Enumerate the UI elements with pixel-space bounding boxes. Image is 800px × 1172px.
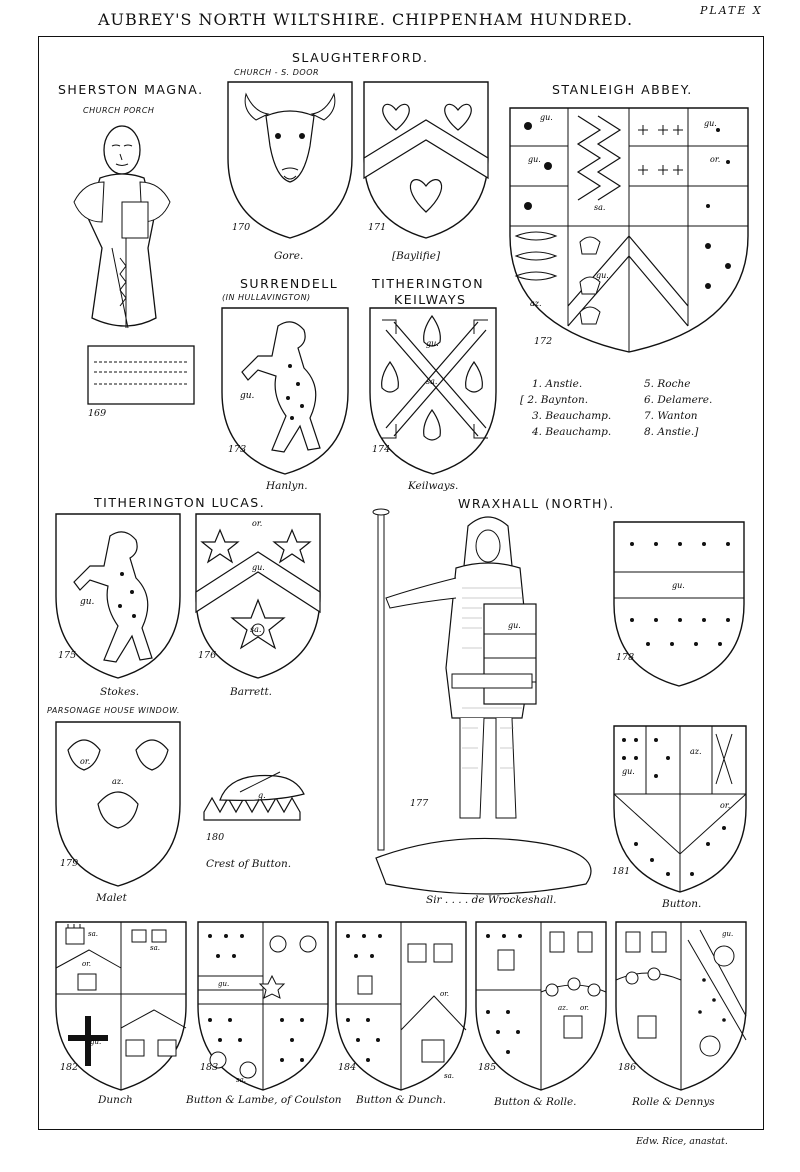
tincture-gu-173: gu. [240, 391, 255, 401]
figure-number-178: 178 [616, 652, 635, 663]
tincture-gu-172a: gu. [540, 113, 553, 122]
caption-crest-button: Crest of Button. [206, 858, 292, 870]
caption-rolle-dennys: Rolle & Dennys [632, 1096, 715, 1108]
legend-item: 7. Wanton [644, 410, 698, 422]
figure-number-172: 172 [534, 336, 553, 347]
tincture-gu-175: gu. [80, 597, 95, 607]
heading-keilways: KEILWAYS [394, 292, 467, 307]
shield-gore [226, 80, 354, 240]
figure-number-182: 182 [60, 1062, 79, 1073]
figure-number-185: 185 [478, 1062, 497, 1073]
tincture-az-181: az. [690, 747, 702, 756]
tincture-sa-182a: sa. [88, 930, 98, 938]
tincture-gu-177: gu. [508, 621, 521, 630]
caption-malet: Malet [96, 892, 127, 904]
figure-number-179: 179 [60, 858, 79, 869]
plate-title: AUBREY'S NORTH WILTSHIRE. CHIPPENHAM HUNDRED. [98, 10, 634, 29]
caption-gore: Gore. [274, 250, 304, 262]
heading-sherston: SHERSTON MAGNA. [58, 82, 204, 97]
legend-item: [ 2. Baynton. [520, 394, 589, 406]
legend-item: 6. Delamere. [644, 394, 713, 406]
legend-item: 8. Anstie.] [644, 426, 699, 438]
label-parsonage: PARSONAGE HOUSE WINDOW. [47, 706, 180, 715]
figure-number-176: 176 [198, 650, 217, 661]
caption-button-lambe: Button & Lambe, of Coulston [186, 1094, 342, 1106]
effigy-knight-wraxhall [356, 508, 606, 900]
legend-item: 1. Anstie. [532, 378, 583, 390]
tincture-gu-172b: gu. [528, 155, 541, 164]
caption-keilways: Keilways. [408, 480, 459, 492]
caption-wrockeshall: Sir . . . . de Wrockeshall. [426, 894, 557, 906]
tincture-az-179: az. [112, 777, 124, 786]
caption-bayliffe: [Baylifie] [392, 250, 441, 262]
tincture-or-184: or. [440, 990, 450, 998]
figure-number-183: 183 [200, 1062, 219, 1073]
label-church-porch: CHURCH PORCH [83, 106, 155, 115]
tincture-az-172: az. [530, 299, 542, 308]
figure-number-181: 181 [612, 866, 631, 877]
tincture-gu-182: gu. [90, 1038, 102, 1046]
label-church-door: CHURCH - S. DOOR [234, 68, 320, 77]
shield-stanleigh-abbey [508, 106, 750, 354]
figure-number-177: 177 [410, 798, 429, 809]
figure-number-174: 174 [372, 444, 391, 455]
heading-stanleigh: STANLEIGH ABBEY. [552, 82, 693, 97]
tincture-or-179: or. [80, 757, 91, 766]
caption-button-dunch: Button & Dunch. [356, 1094, 446, 1106]
tincture-or-172: or. [710, 155, 721, 164]
figure-number-184: 184 [338, 1062, 357, 1073]
figure-number-180: 180 [206, 832, 225, 843]
shield-button [612, 724, 748, 894]
heading-titherington-lucas: TITHERINGTON LUCAS. [94, 495, 266, 510]
figure-number-175: 175 [58, 650, 77, 661]
tincture-sa-184: sa. [444, 1072, 454, 1080]
tincture-gu-178: gu. [672, 581, 685, 590]
figure-number-173: 173 [228, 444, 247, 455]
tincture-gu-181: gu. [622, 767, 635, 776]
figure-number-169: 169 [88, 408, 107, 419]
effigy-sherston [60, 118, 210, 408]
heading-titherington: TITHERINGTON [372, 276, 485, 291]
label-hullavington: (IN HULLAVINGTON) [222, 293, 311, 302]
tincture-gu-183: gu. [218, 980, 230, 988]
caption-stokes: Stokes. [100, 686, 140, 698]
figure-number-170: 170 [232, 222, 251, 233]
tincture-gu-176: gu. [252, 563, 265, 572]
tincture-sa-176: sa. [250, 625, 262, 634]
tincture-sa-182b: sa. [150, 944, 160, 952]
legend-item: 3. Beauchamp. [532, 410, 612, 422]
tincture-gu-186: gu. [722, 930, 734, 938]
tincture-g-180: g. [258, 791, 266, 800]
caption-button: Button. [662, 898, 702, 910]
caption-button-rolle: Button & Rolle. [494, 1096, 577, 1108]
caption-barrett: Barrett. [230, 686, 273, 698]
figure-number-171: 171 [368, 222, 387, 233]
tincture-sa-172: sa. [594, 203, 606, 212]
tincture-or-182: or. [82, 960, 92, 968]
shield-bayliffe [362, 80, 490, 240]
tincture-gu-174: gu. [426, 339, 439, 348]
tincture-sa-183: sa. [236, 1076, 246, 1084]
crest-button [200, 768, 320, 832]
plate-number: PLATE X [700, 4, 763, 17]
heading-surrendell: SURRENDELL [240, 276, 339, 291]
heading-wraxhall: WRAXHALL (NORTH). [458, 496, 615, 511]
legend-item: 4. Beauchamp. [532, 426, 612, 438]
legend-item: 5. Roche [644, 378, 691, 390]
tincture-gu-172d: gu. [596, 271, 609, 280]
tincture-or-181: or. [720, 801, 731, 810]
caption-dunch: Dunch [98, 1094, 133, 1106]
tincture-sa-174: sa. [426, 377, 438, 386]
tincture-or-185: or. [580, 1004, 590, 1012]
tincture-or-176: or. [252, 519, 263, 528]
heading-slaughterford: SLAUGHTERFORD. [292, 50, 429, 65]
figure-number-186: 186 [618, 1062, 637, 1073]
caption-hanlyn: Hanlyn. [266, 480, 308, 492]
tincture-gu-172c: gu. [704, 119, 717, 128]
engraver-credit: Edw. Rice, anastat. [636, 1136, 728, 1147]
tincture-az-185: az. [558, 1004, 569, 1012]
